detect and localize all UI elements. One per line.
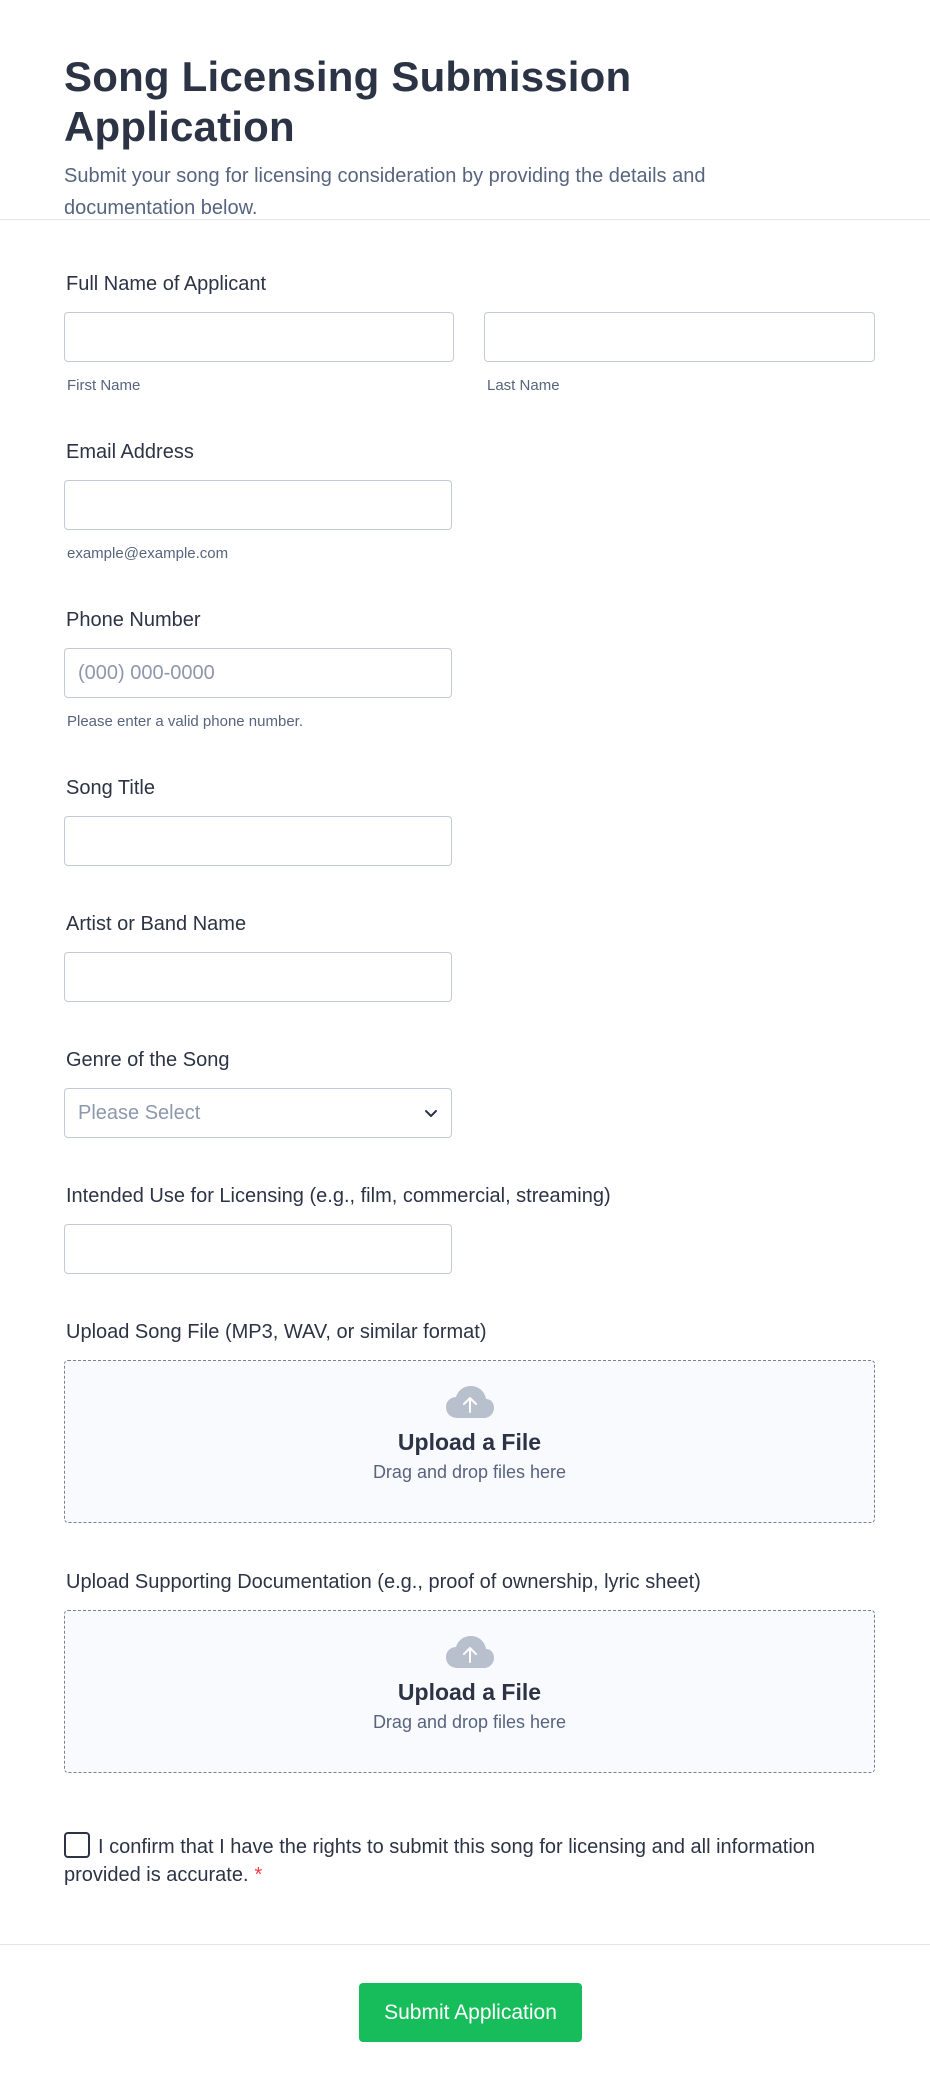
page-subtitle: Submit your song for licensing consideration by providing the details and documentation below. (64, 165, 706, 219)
form-header (0, 0, 930, 220)
song-title-input[interactable] (64, 816, 452, 866)
artist-input[interactable] (64, 952, 452, 1002)
footer-divider (0, 1944, 930, 1945)
song-title-field (64, 774, 452, 866)
required-asterisk: * (254, 1864, 263, 1886)
song-title-label: Song Title (66, 777, 155, 799)
email-field (64, 438, 452, 562)
confirm-field (64, 1832, 884, 1889)
first-name-sublabel: First Name (67, 377, 141, 394)
docs-upload-hint: Drag and drop files here (372, 1712, 567, 1732)
artist-label: Artist or Band Name (66, 913, 247, 935)
first-name-input[interactable] (64, 312, 454, 362)
full-name-label: Full Name of Applicant (66, 273, 267, 295)
cloud-upload-icon (445, 1385, 495, 1419)
intended-use-input[interactable] (64, 1224, 452, 1274)
confirm-text: I confirm that I have the rights to submit this song for licensing and all information provided is accurate. (64, 1836, 816, 1886)
genre-label: Genre of the Song (66, 1049, 230, 1071)
cloud-upload-icon (445, 1635, 495, 1669)
song-file-upload-hint: Drag and drop files here (372, 1462, 567, 1482)
docs-label: Upload Supporting Documentation (e.g., proof of ownership, lyric sheet) (66, 1571, 701, 1593)
intended-use-field (64, 1182, 611, 1274)
phone-input[interactable]: (000) 000-0000 (64, 648, 452, 698)
genre-select[interactable] (64, 1088, 452, 1138)
full-name-field (64, 270, 266, 298)
intended-use-label: Intended Use for Licensing (e.g., film, commercial, streaming) (66, 1185, 611, 1207)
submit-button[interactable]: Submit Application (359, 1983, 582, 2042)
confirm-checkbox[interactable] (64, 1832, 90, 1858)
genre-selected-value: Please Select (78, 1101, 201, 1124)
song-file-upload-title: Upload a File (397, 1429, 542, 1455)
email-input[interactable] (64, 480, 452, 530)
email-sublabel: example@example.com (67, 545, 229, 562)
artist-field (64, 910, 452, 1002)
page-title: Song Licensing Submission Application (64, 53, 632, 150)
confirm-row (64, 1832, 884, 1889)
phone-label: Phone Number (66, 609, 201, 631)
genre-field (64, 1046, 452, 1138)
song-file-label: Upload Song File (MP3, WAV, or similar format) (66, 1321, 487, 1343)
last-name-input[interactable] (484, 312, 875, 362)
first-name-group (64, 312, 454, 394)
docs-field (64, 1568, 875, 1773)
chevron-down-icon (423, 1105, 439, 1121)
last-name-sublabel: Last Name (487, 377, 560, 394)
email-label: Email Address (66, 441, 194, 463)
last-name-group (484, 312, 875, 394)
docs-upload-title: Upload a File (397, 1679, 542, 1705)
phone-sublabel: Please enter a valid phone number. (67, 713, 303, 730)
docs-dropzone[interactable] (64, 1610, 875, 1773)
song-file-field (64, 1318, 875, 1523)
phone-field (64, 606, 452, 730)
song-file-dropzone[interactable] (64, 1360, 875, 1523)
